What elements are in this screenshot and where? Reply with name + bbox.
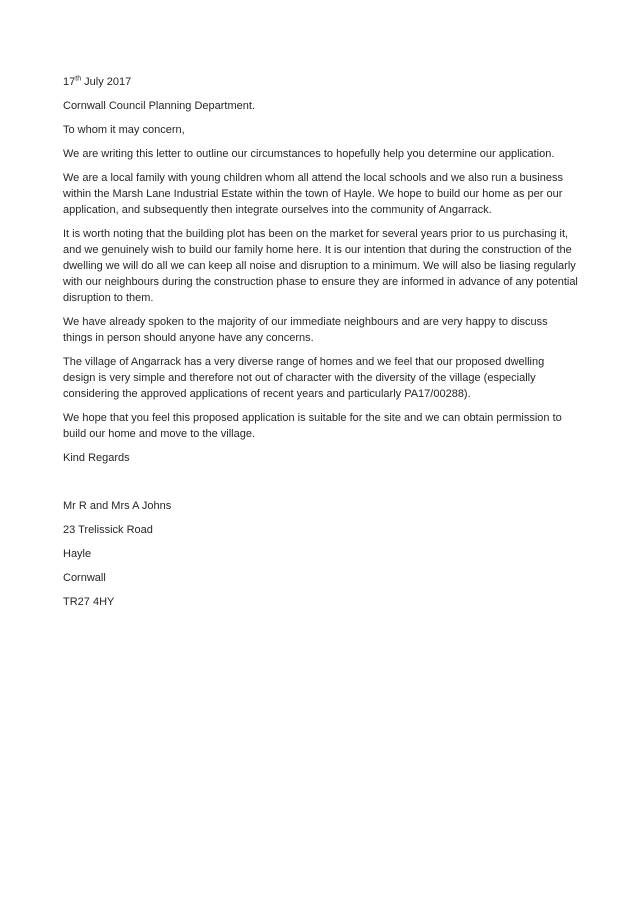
date-ordinal-suffix: th [75,75,82,83]
date-month-year: July 2017 [81,76,132,88]
body-paragraph: We have already spoken to the majority of our immediate neighbours and are very happy to discuss things in person should anyone have any concerns. [63,316,548,344]
closing-line: Kind Regards [63,452,130,464]
body-paragraph: We are writing this letter to outline our circumstances to hopefully help you determine our application. [63,148,555,160]
salutation-line: To whom it may concern, [63,124,185,136]
body-paragraph: The village of Angarrack has a very diverse range of homes and we feel that our proposed dwelling design is very simple and therefore not out of character with the diversity of the village (especially considering the approved applications of recent years and particularly PA17/00288). [63,356,545,400]
signature-gap [63,474,578,498]
signature-address-town: Hayle [63,548,92,560]
signature-address-street: 23 Trelissick Road [63,524,153,536]
body-paragraph: We are a local family with young children whom all attend the local schools and we also run a business within the Marsh Lane Industrial Estate within the town of Hayle. We hope to build our home as per our application, and subsequently then integrate ourselves into the community of Angarrack. [63,172,563,216]
signature-name: Mr R and Mrs A Johns [63,500,172,512]
letter-date [63,74,578,90]
signature-address-postcode: TR27 4HY [63,596,115,608]
signature-address-county: Cornwall [63,572,106,584]
body-paragraph: We hope that you feel this proposed application is suitable for the site and we can obtain permission to build our home and move to the village. [63,412,562,440]
recipient-line: Cornwall Council Planning Department. [63,100,255,112]
body-paragraph: It is worth noting that the building plot has been on the market for several years prior to us purchasing it, and we genuinely wish to build our family home here. It is our intention that during the construction of the dwelling we will do all we can keep all noise and disruption to a minimum. We will also be liasing regularly with our neighbours during the construction phase to ensure they are informed in advance of any potential disruption to them. [63,228,578,304]
date-day: 17 [63,76,76,88]
